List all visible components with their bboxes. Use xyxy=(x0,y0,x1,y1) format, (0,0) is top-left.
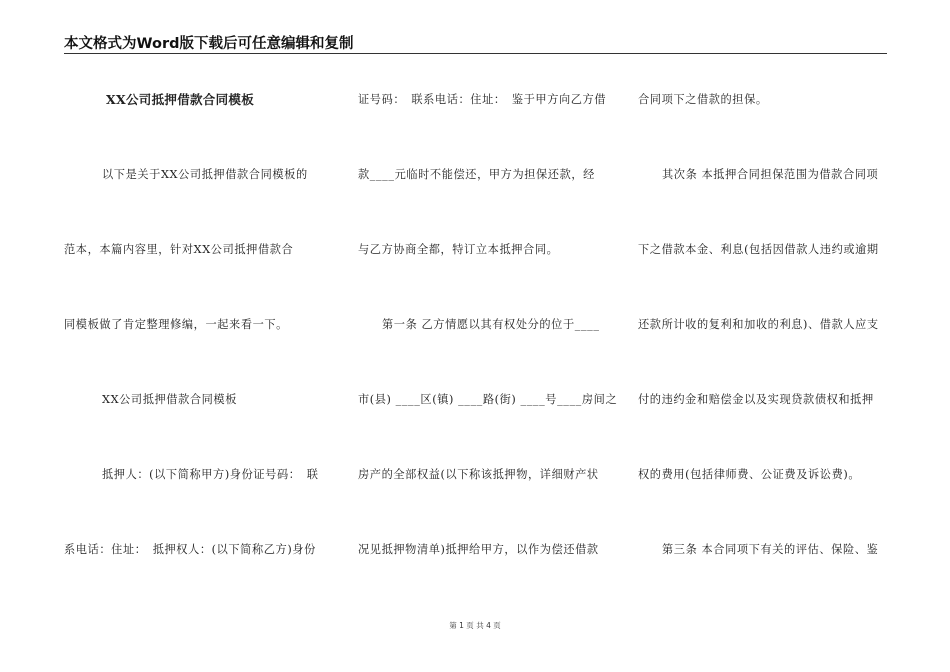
paragraph-line: 证号码： 联系电话：住址： 鉴于甲方向乙方借 xyxy=(358,93,607,106)
paragraph-line: 以下是关于XX公司抵押借款合同模板的 xyxy=(102,168,308,181)
article-line: 第一条 乙方情愿以其有权处分的位于____ xyxy=(382,318,600,331)
text-column-3 xyxy=(638,84,888,609)
paragraph-line: 还款所计收的复利和加收的利息)、借款人应支 xyxy=(638,318,879,331)
paragraph-line: 系电话：住址： 抵押权人：(以下简称乙方)身份 xyxy=(64,543,316,556)
paragraph-line: 市(县) ____区(镇) ____路(街) ____号____房间之 xyxy=(358,393,618,406)
article-line: 第三条 本合同项下有关的评估、保险、鉴 xyxy=(662,543,879,556)
paragraph-line: 抵押人：(以下简称甲方)身份证号码： 联 xyxy=(102,468,319,481)
paragraph-line: 况见抵押物清单)抵押给甲方，以作为偿还借款 xyxy=(358,543,599,556)
paragraph-line: 房产的全部权益(以下称该抵押物，详细财产状 xyxy=(358,468,599,481)
paragraph-line: 合同项下之借款的担保。 xyxy=(638,93,768,106)
paragraph-line: 款____元临时不能偿还，甲方为担保还款，经 xyxy=(358,168,595,181)
text-column-1 xyxy=(64,84,319,609)
page-number-footer: 第 1 页 共 4 页 xyxy=(449,621,501,630)
text-column-2 xyxy=(358,84,618,609)
document-title: XX公司抵押借款合同模板 xyxy=(106,92,254,107)
section-heading: XX公司抵押借款合同模板 xyxy=(102,393,238,406)
header-divider xyxy=(64,53,887,54)
paragraph-line: 下之借款本金、利息(包括因借款人违约或逾期 xyxy=(638,243,879,256)
paragraph-line: 权的费用(包括律师费、公证费及诉讼费)。 xyxy=(638,468,861,481)
paragraph-line: 范本，本篇内容里，针对XX公司抵押借款合 xyxy=(64,243,294,256)
download-banner: 本文格式为Word版下载后可任意编辑和复制 xyxy=(64,36,354,52)
paragraph-line: 与乙方协商全都，特订立本抵押合同。 xyxy=(358,243,559,256)
paragraph-line: 付的违约金和赔偿金以及实现贷款债权和抵押 xyxy=(638,393,874,406)
paragraph-line: 同模板做了肯定整理修编，一起来看一下。 xyxy=(64,318,288,331)
article-line: 其次条 本抵押合同担保范围为借款合同项 xyxy=(662,168,879,181)
